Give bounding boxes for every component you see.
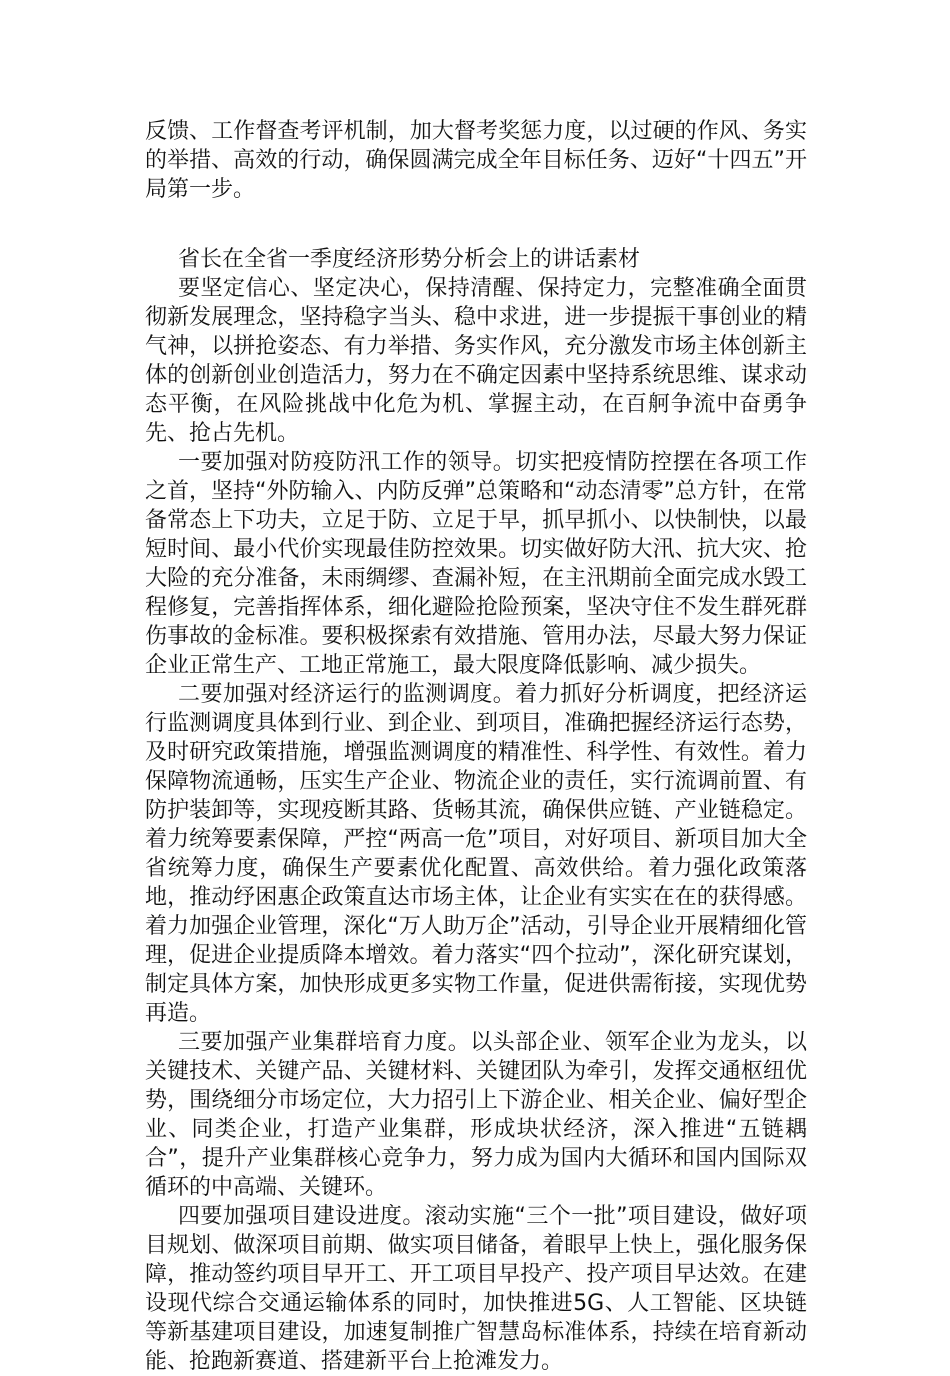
paragraph-project-construction: 四要加强项目建设进度。滚动实施“三个一批”项目建设，做好项目规划、做深项目前期、做实项目储备，着眼早上快上，强化服务保障，推动签约项目早开工、开工项目早投产、投产项目早达效。在建设现代综合交通运输体系的同时，加快推进5G、人工智能、区块链等新基建项目建设，加速复制推广智慧岛标准体系，持续在培育新动能、抢跑新赛道、搭建新平台上抢滩发力。: [145, 1204, 807, 1374]
paragraph-intro: 要坚定信心、坚定决心，保持清醒、保持定力，完整准确全面贯彻新发展理念，坚持稳字当头、稳中求进，进一步提振干事创业的精气神，以拼抢姿态、有力举措、务实作风，充分激发市场主体创新主体的创新创业创造活力，努力在不确定因素中坚持系统思维、谋求动态平衡，在风险挑战中化危为机、掌握主动，在百舸争流中奋勇争先、抢占先机。: [145, 276, 807, 446]
speech-body: [145, 245, 807, 1376]
paragraph-epidemic-flood: 一要加强对防疫防汛工作的领导。切实把疫情防控摆在各项工作之首，坚持“外防输入、内防反弹”总策略和“动态清零”总方针，在常备常态上下功夫，立足于防、立足于早，抓早抓小、以快制快，以最短时间、最小代价实现最佳防控效果。切实做好防大汛、抗大灾、抢大险的充分准备，未雨绸缪、查漏补短，在主汛期前全面完成水毁工程修复，完善指挥体系，细化避险抢险预案，坚决守住不发生群死群伤事故的金标准。要积极探索有效措施、管用办法，尽最大努力保证企业正常生产、工地正常施工，最大限度降低影响、减少损失。: [145, 450, 807, 678]
paragraph-economic-monitoring: 二要加强对经济运行的监测调度。着力抓好分析调度，把经济运行监测调度具体到行业、到企业、到项目，准确把握经济运行态势，及时研究政策措施，增强监测调度的精准性、科学性、有效性。着力保障物流通畅，压实生产企业、物流企业的责任，实行流调前置、有防护装卸等，实现疫断其路、货畅其流，确保供应链、产业链稳定。着力统筹要素保障，严控“两高一危”项目，对好项目、新项目加大全省统筹力度，确保生产要素优化配置、高效供给。着力强化政策落地，推动纾困惠企政策直达市场主体，让企业有实实在在的获得感。着力加强企业管理，深化“万人助万企”活动，引导企业开展精细化管理，促进企业提质降本增效。着力落实“四个拉动”，深化研究谋划，制定具体方案，加快形成更多实物工作量，促进供需衔接，实现优势再造。: [145, 682, 807, 1026]
document-title: 省长在全省一季度经济形势分析会上的讲话素材: [178, 247, 641, 272]
continuation-text-block: [145, 117, 807, 204]
paragraph-industrial-clusters: 三要加强产业集群培育力度。以头部企业、领军企业为龙头，以关键技术、关键产品、关键材料、关键团队为牵引，发挥交通枢纽优势，围绕细分市场定位，大力招引上下游企业、相关企业、偏好型企业、同类企业，打造产业集群，形成块状经济，深入推进“五链耦合”，提升产业集群核心竞争力，努力成为国内大循环和国内国际双循环的中高端、关键环。: [145, 1030, 807, 1200]
continuation-paragraph: 反馈、工作督查考评机制，加大督考奖惩力度，以过硬的作风、务实的举措、高效的行动，确保圆满完成全年目标任务、迈好“十四五”开局第一步。: [145, 119, 807, 202]
